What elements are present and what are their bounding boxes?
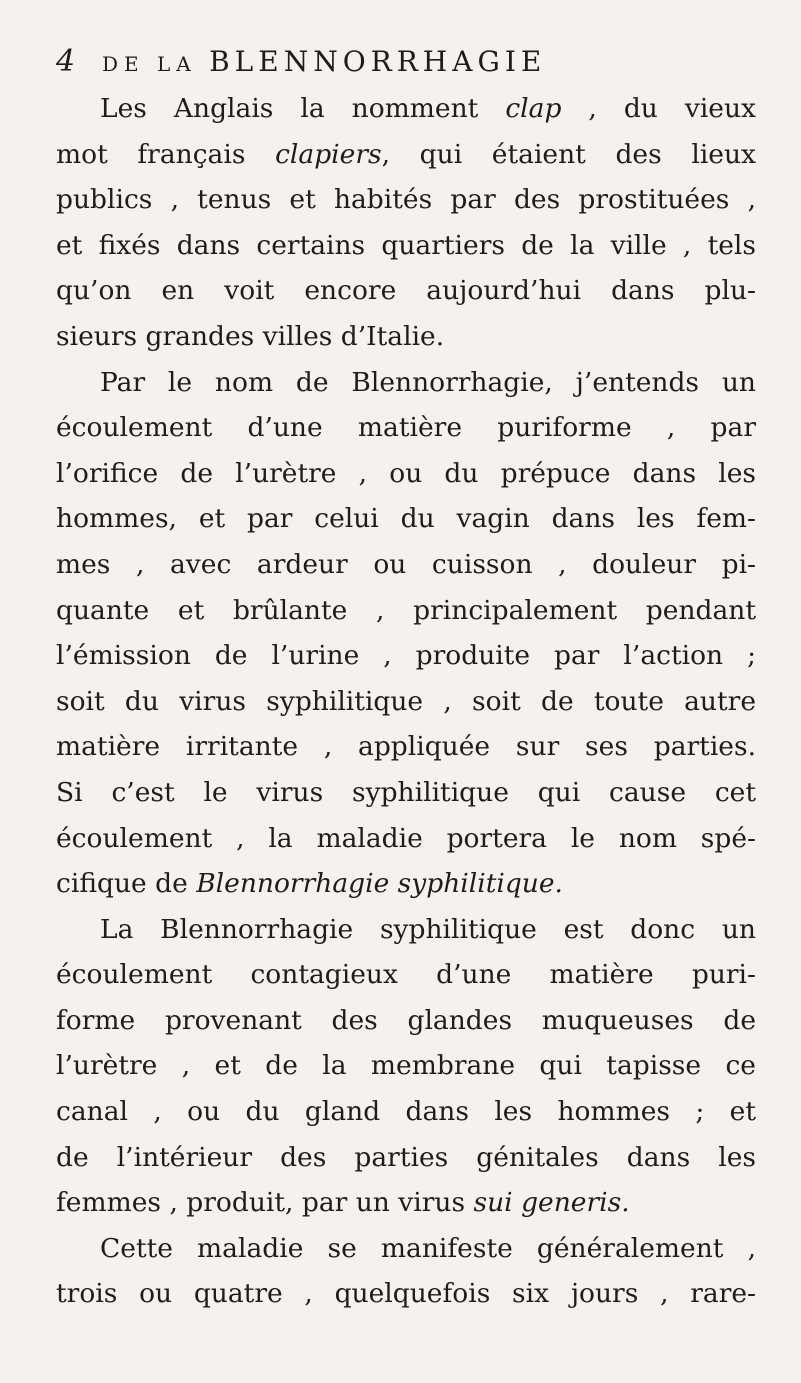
text-line: Les Anglais la nomment clap , du vieux [100, 93, 756, 124]
text-line: hommes, et par celui du vagin dans les fem- [56, 503, 756, 535]
text-line: Si c’est le virus syphilitique qui cause cet [56, 776, 756, 808]
text-line: trois ou quatre , quelquefois six jours , rare- [56, 1278, 756, 1310]
running-head-main: BLENNORRHAGIE [209, 45, 547, 78]
text-line: écoulement contagieux d’une matière puri- [56, 959, 756, 991]
text-line: canal , ou du gland dans les hommes ; et [56, 1096, 756, 1128]
text-line: Par le nom de Blennorrhagie, j’entends un [100, 366, 756, 398]
text-line: mes , avec ardeur ou cuisson , douleur pi- [56, 548, 756, 580]
text-line: cifique de Blennorrhagie syphilitique. [56, 868, 563, 900]
text-line: forme provenant des glandes muqueuses de [56, 1004, 756, 1036]
text-line: écoulement d’une matière puriforme , par [56, 412, 756, 444]
running-head [56, 42, 756, 82]
text-line: et fixés dans certains quartiers de la ville , tels [56, 229, 756, 261]
running-head-title [102, 42, 546, 84]
text-line: sieurs grandes villes d’Italie. [56, 320, 445, 352]
text-line: La Blennorrhagie syphilitique est donc un [100, 913, 756, 945]
body-text [56, 86, 756, 1317]
text-line: femmes , produit, par un virus sui generis. [56, 1187, 630, 1219]
text-line: qu’on en voit encore aujourd’hui dans plu- [56, 275, 756, 307]
text-line: matière irritante , appliquée sur ses parties. [56, 731, 756, 763]
text-line: Cette maladie se manifeste généralement , [100, 1232, 756, 1264]
text-line: l’émission de l’urine , produite par l’action ; [56, 640, 756, 672]
text-line: quante et brûlante , principalement pendant [56, 594, 756, 626]
text-line: soit du virus syphilitique , soit de toute autre [56, 685, 756, 717]
text-line: publics , tenus et habités par des prostituées , [56, 184, 756, 216]
text-line: mot français clapiers, qui étaient des lieux [56, 138, 756, 170]
text-line: écoulement , la maladie portera le nom spé- [56, 822, 756, 854]
page-number: 4 [56, 44, 76, 79]
running-head-prefix: DE LA [102, 52, 197, 76]
text-line: l’orifice de l’urètre , ou du prépuce dans les [56, 457, 756, 489]
text-line: l’urètre , et de la membrane qui tapisse ce [56, 1050, 756, 1082]
text-line: de l’intérieur des parties génitales dans les [56, 1141, 756, 1173]
